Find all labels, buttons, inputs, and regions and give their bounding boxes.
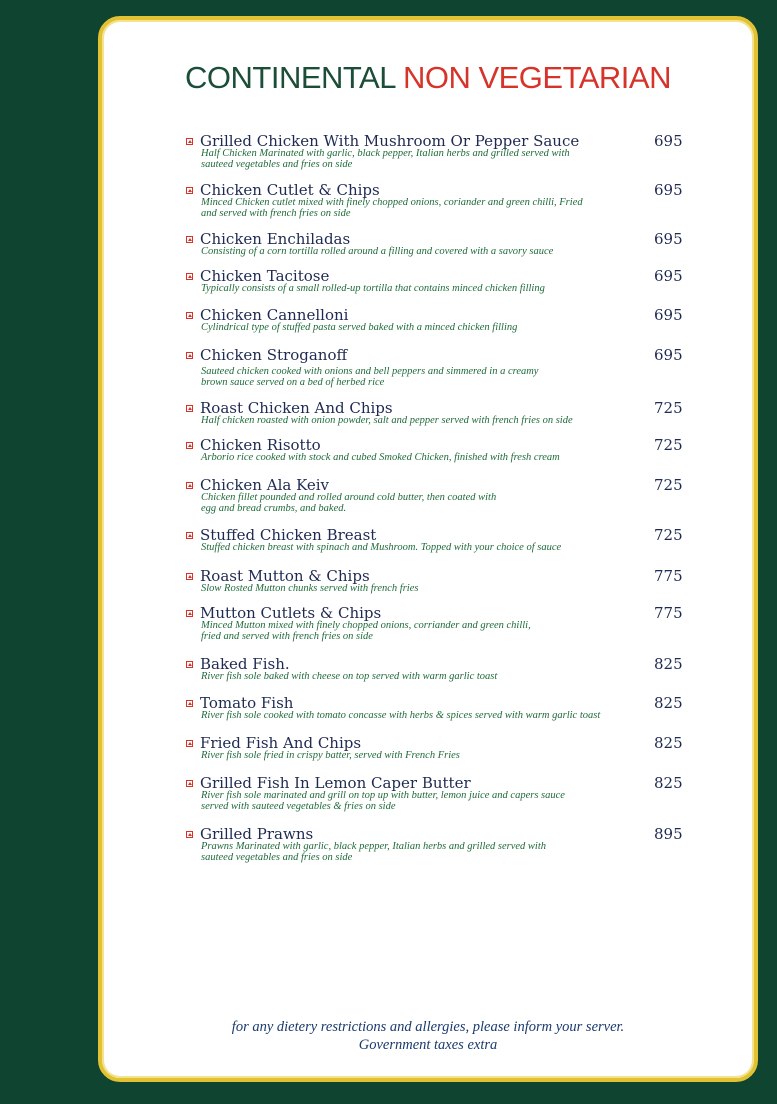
non-veg-marker-icon bbox=[186, 661, 193, 668]
menu-item-name: Grilled Prawns bbox=[200, 825, 314, 843]
menu-item-price: 775 bbox=[654, 567, 683, 585]
menu-item-name: Chicken Stroganoff bbox=[200, 346, 348, 364]
menu-item-description bbox=[201, 366, 661, 388]
menu-item-price: 695 bbox=[654, 230, 683, 248]
menu-item-name: Roast Mutton & Chips bbox=[200, 567, 370, 585]
menu-item-name: Chicken Ala Keiv bbox=[200, 476, 330, 494]
description-line: Minced Mutton mixed with finely chopped onions, corriander and green chilli, bbox=[201, 620, 531, 631]
description-line: and served with french fries on side bbox=[201, 208, 351, 219]
description-line: Half Chicken Marinated with garlic, black pepper, Italian herbs and grilled served with bbox=[201, 148, 570, 159]
menu-item-description bbox=[201, 671, 661, 682]
non-veg-marker-icon bbox=[186, 442, 193, 449]
non-veg-marker-icon bbox=[186, 610, 193, 617]
footer-allergy-note: for any dietery restrictions and allergies, please inform your server. bbox=[231, 1019, 625, 1035]
menu-item-price: 725 bbox=[654, 436, 683, 454]
menu-item-price: 695 bbox=[654, 267, 683, 285]
description-line: sauteed vegetables and fries on side bbox=[201, 852, 353, 863]
menu-item-description bbox=[201, 322, 661, 333]
non-veg-marker-icon bbox=[186, 532, 193, 539]
menu-item-price: 725 bbox=[654, 399, 683, 417]
menu-item-price: 895 bbox=[654, 825, 683, 843]
non-veg-marker-icon bbox=[186, 273, 193, 280]
description-line: Minced Chicken cutlet mixed with finely chopped onions, coriander and green chilli, Fried bbox=[201, 197, 583, 208]
menu-item-description bbox=[201, 710, 681, 721]
menu-item-price: 695 bbox=[654, 346, 683, 364]
menu-item-description bbox=[201, 542, 661, 553]
menu-item-description bbox=[201, 246, 661, 257]
menu-footer bbox=[102, 1018, 754, 1054]
description-line: Half chicken roasted with onion powder, salt and pepper served with french fries on side bbox=[201, 415, 573, 426]
description-line: Stuffed chicken breast with spinach and Mushroom. Topped with your choice of sauce bbox=[201, 542, 562, 553]
menu-item-name: Grilled Chicken With Mushroom Or Pepper Sauce bbox=[200, 132, 580, 150]
non-veg-marker-icon bbox=[186, 236, 193, 243]
page-title bbox=[102, 60, 754, 96]
menu-item-name: Grilled Fish In Lemon Caper Butter bbox=[200, 774, 471, 792]
non-veg-marker-icon bbox=[186, 405, 193, 412]
menu-item-name: Tomato Fish bbox=[200, 694, 294, 712]
menu-item-description bbox=[201, 790, 661, 812]
non-veg-marker-icon bbox=[186, 573, 193, 580]
menu-item-price: 825 bbox=[654, 734, 683, 752]
menu-item-name: Fried Fish And Chips bbox=[200, 734, 362, 752]
menu-item-description bbox=[201, 283, 661, 294]
menu-item-name: Stuffed Chicken Breast bbox=[200, 526, 377, 544]
menu-item-description bbox=[201, 415, 661, 426]
menu-item-price: 825 bbox=[654, 694, 683, 712]
description-line: served with sauteed vegetables & fries on side bbox=[201, 801, 396, 812]
menu-card bbox=[98, 16, 758, 1082]
non-veg-marker-icon bbox=[186, 352, 193, 359]
footer-tax-note: Government taxes extra bbox=[358, 1037, 498, 1053]
description-line: brown sauce served on a bed of herbed rice bbox=[201, 377, 385, 388]
description-line: River fish sole fried in crispy batter, served with French Fries bbox=[201, 750, 460, 761]
menu-item-description bbox=[201, 583, 661, 594]
menu-item-description bbox=[201, 620, 661, 642]
description-line: River fish sole baked with cheese on top served with warm garlic toast bbox=[201, 671, 498, 682]
description-line: egg and bread crumbs, and baked. bbox=[201, 503, 347, 514]
non-veg-marker-icon bbox=[186, 138, 193, 145]
menu-item-description bbox=[201, 452, 661, 463]
menu-item-name: Chicken Risotto bbox=[200, 436, 321, 454]
menu-item-name: Mutton Cutlets & Chips bbox=[200, 604, 382, 622]
menu-item-price: 825 bbox=[654, 655, 683, 673]
description-line: Slow Rosted Mutton chunks served with french fries bbox=[201, 583, 419, 594]
menu-item-price: 695 bbox=[654, 132, 683, 150]
menu-item-description bbox=[201, 841, 661, 863]
description-line: Cylindrical type of stuffed pasta served baked with a minced chicken filling bbox=[201, 322, 518, 333]
description-line: Arborio rice cooked with stock and cubed Smoked Chicken, finished with fresh cream bbox=[201, 452, 560, 463]
non-veg-marker-icon bbox=[186, 740, 193, 747]
title-part-continental: CONTINENTAL bbox=[185, 60, 395, 95]
menu-item-description bbox=[201, 750, 661, 761]
menu-item-price: 695 bbox=[654, 306, 683, 324]
description-line: sauteed vegetables and fries on side bbox=[201, 159, 353, 170]
menu-item-name: Roast Chicken And Chips bbox=[200, 399, 393, 417]
menu-item-price: 825 bbox=[654, 774, 683, 792]
menu-item-name: Chicken Tacitose bbox=[200, 267, 330, 285]
menu-item-price: 725 bbox=[654, 476, 683, 494]
description-line: Prawns Marinated with garlic, black pepper, Italian herbs and grilled served with bbox=[201, 841, 547, 852]
description-line: River fish sole marinated and grill on top up with butter, lemon juice and capers sauce bbox=[201, 790, 565, 801]
non-veg-marker-icon bbox=[186, 831, 193, 838]
description-line: Sauteed chicken cooked with onions and bell peppers and simmered in a creamy bbox=[201, 366, 539, 377]
non-veg-marker-icon bbox=[186, 187, 193, 194]
menu-item-description bbox=[201, 197, 661, 219]
non-veg-marker-icon bbox=[186, 700, 193, 707]
menu-item-description bbox=[201, 492, 661, 514]
menu-item-description bbox=[201, 148, 661, 170]
description-line: fried and served with french fries on side bbox=[201, 631, 373, 642]
title-part-non-vegetarian: NON VEGETARIAN bbox=[402, 60, 671, 95]
menu-item-name: Chicken Enchiladas bbox=[200, 230, 351, 248]
menu-item-name: Baked Fish. bbox=[200, 655, 290, 673]
menu-item-name: Chicken Cannelloni bbox=[200, 306, 349, 324]
menu-item-price: 695 bbox=[654, 181, 683, 199]
menu-item-price: 775 bbox=[654, 604, 683, 622]
menu-item-price: 725 bbox=[654, 526, 683, 544]
non-veg-marker-icon bbox=[186, 780, 193, 787]
menu-item-name: Chicken Cutlet & Chips bbox=[200, 181, 380, 199]
description-line: Consisting of a corn tortilla rolled around a filling and covered with a savory sauce bbox=[201, 246, 554, 257]
description-line: River fish sole cooked with tomato concasse with herbs & spices served with warm garlic toast bbox=[201, 710, 601, 721]
description-line: Typically consists of a small rolled-up tortilla that contains minced chicken filling bbox=[201, 283, 545, 294]
non-veg-marker-icon bbox=[186, 312, 193, 319]
non-veg-marker-icon bbox=[186, 482, 193, 489]
description-line: Chicken fillet pounded and rolled around cold butter, then coated with bbox=[201, 492, 497, 503]
